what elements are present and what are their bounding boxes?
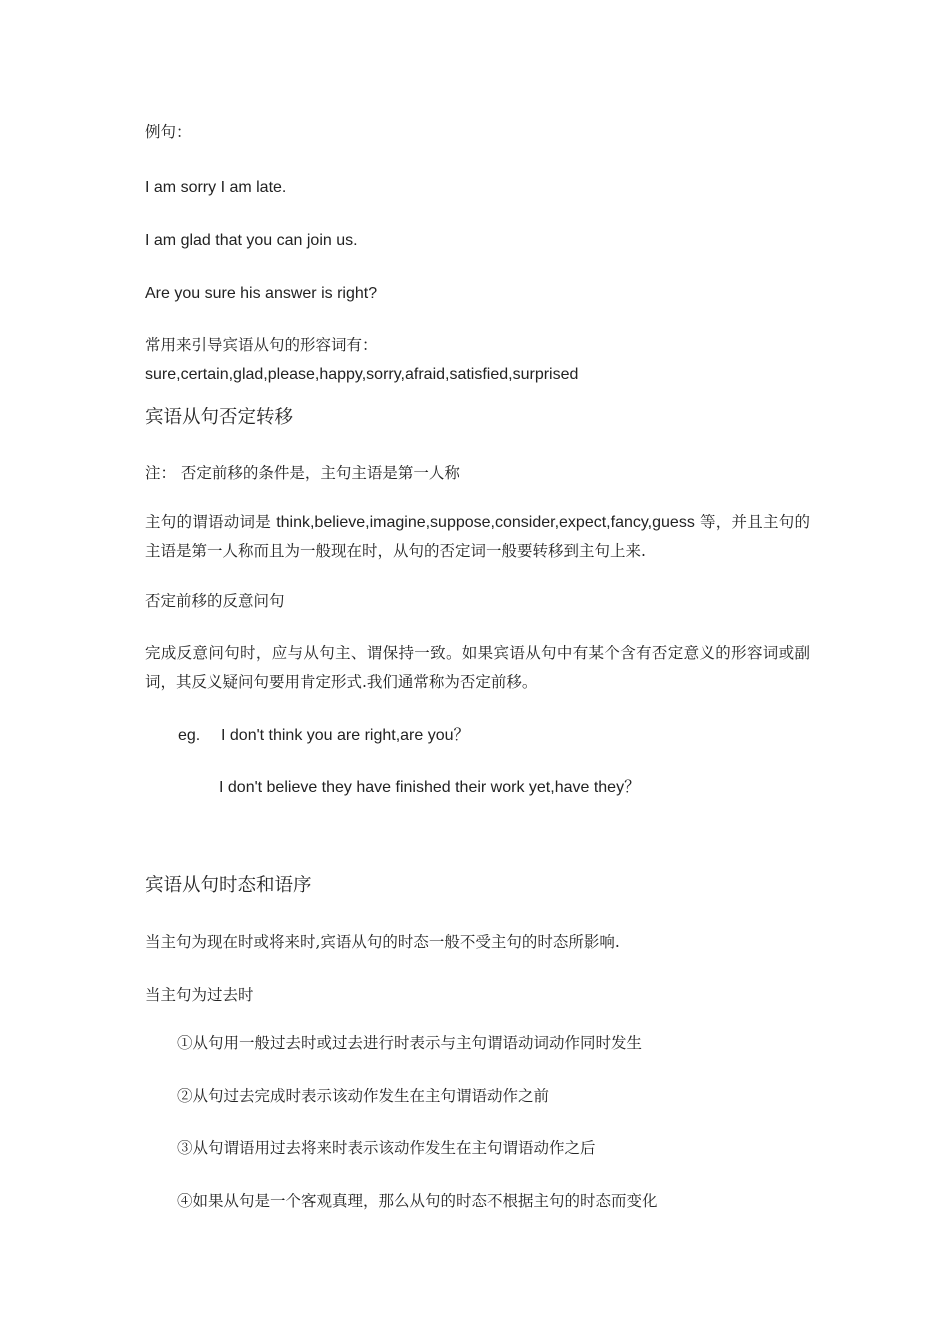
subheading-tag-question: 否定前移的反意问句 — [145, 592, 285, 610]
example-sentence-1: I am sorry I am late. — [145, 179, 287, 196]
examples-label: 例句： — [145, 123, 192, 141]
tense-past-label: 当主句为过去时 — [145, 986, 254, 1004]
paragraph-tag-question: 完成反意问句时，应与从句主、谓保持一致。如果宾语从句中有某个含有否定意义的形容词或副词，其反义疑问句要用肯定形式.我们通常称为否定前移。 — [145, 644, 810, 691]
adjectives-intro: 常用来引导宾语从句的形容词有： — [145, 336, 378, 354]
rule-item-2: ②从句过去完成时表示该动作发生在主句谓语动作之前 — [177, 1087, 550, 1105]
heading-tense-order: 宾语从句时态和语序 — [145, 875, 312, 896]
paragraph-negation-pre: 主句的谓语动词是 — [145, 513, 277, 531]
eg-sentence-1: I don't think you are right,are you？ — [221, 727, 470, 744]
rule-item-3: ③从句谓语用过去将来时表示该动作发生在主句谓语动作之后 — [177, 1139, 596, 1157]
paragraph-negation-verbs: think,believe,imagine,suppose,consider,expect,fancy,guess — [276, 514, 695, 531]
rule-item-1: ①从句用一般过去时或过去进行时表示与主句谓语动词动作同时发生 — [177, 1034, 643, 1052]
rule-item-4: ④如果从句是一个客观真理，那么从句的时态不根据主句的时态而变化 — [177, 1192, 658, 1210]
heading-negation-transfer: 宾语从句否定转移 — [145, 407, 294, 428]
tense-present-rule: 当主句为现在时或将来时,宾语从句的时态一般不受主句的时态所影响. — [145, 933, 620, 951]
eg-sentence-2: I don't believe they have finished their work yet,have they？ — [219, 779, 641, 796]
eg-label: eg. — [178, 727, 201, 744]
example-sentence-3: Are you sure his answer is right? — [145, 285, 378, 302]
note-negation: 注： 否定前移的条件是，主句主语是第一人称 — [145, 464, 460, 482]
paragraph-negation-post: 等，并且主句的主语是第一人称而且为一般现在时，从句的否定词一般要转移到主句上来. — [145, 513, 810, 560]
adjectives-list: sure,certain,glad,please,happy,sorry,afraid,satisfied,surprised — [145, 366, 579, 383]
paragraph-negation-rule — [145, 508, 810, 566]
example-sentence-2: I am glad that you can join us. — [145, 232, 358, 249]
